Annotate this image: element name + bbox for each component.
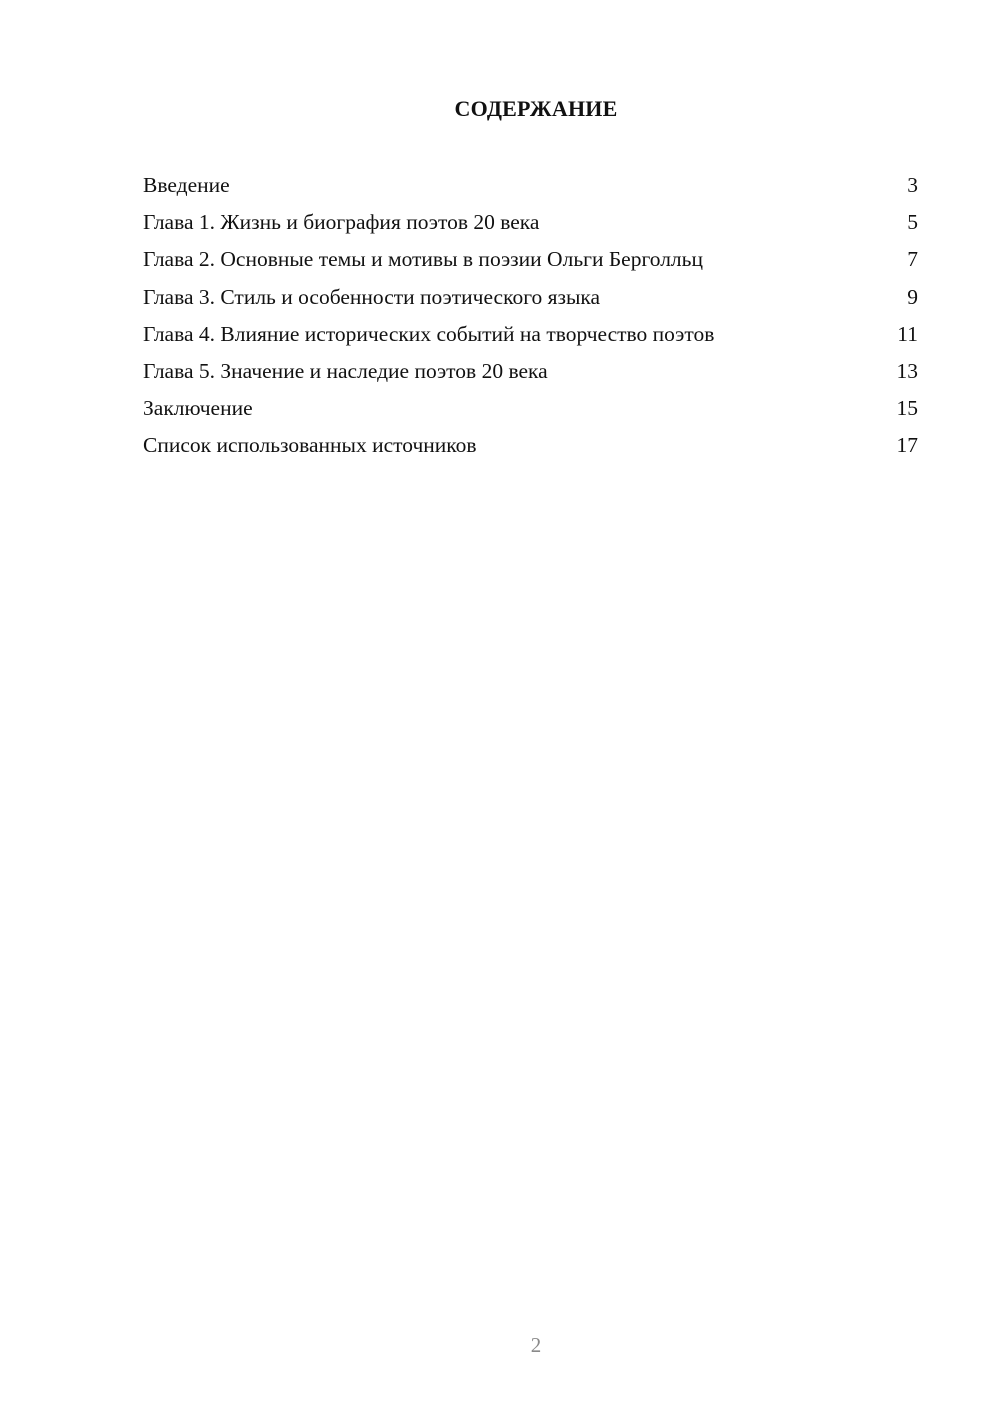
toc-entry-page: 5: [907, 210, 918, 235]
toc-entry-page: 9: [907, 284, 918, 309]
toc-entry-label: Глава 3. Стиль и особенности поэтического языка: [143, 284, 601, 309]
table-of-contents: [143, 170, 918, 468]
toc-entry-label: Список использованных источников: [143, 433, 477, 458]
toc-entry-page: 7: [907, 247, 918, 272]
toc-entry: [143, 207, 918, 244]
page-title: СОДЕРЖАНИЕ: [454, 96, 618, 121]
toc-entry-label: Глава 2. Основные темы и мотивы в поэзии Ольги Берголльц: [143, 247, 703, 272]
toc-entry: [143, 282, 918, 319]
toc-entry-label: Глава 1. Жизнь и биография поэтов 20 века: [143, 210, 540, 235]
toc-entry: [143, 430, 918, 467]
toc-entry-label: Глава 5. Значение и наследие поэтов 20 века: [143, 358, 548, 383]
toc-entry: [143, 170, 918, 207]
toc-entry-label: Введение: [143, 173, 230, 197]
toc-entry-page: 3: [907, 173, 918, 197]
toc-entry: [143, 356, 918, 393]
toc-entry-page: 11: [897, 321, 918, 346]
toc-entry-page: 17: [896, 433, 918, 458]
toc-entry-page: 13: [896, 358, 918, 383]
toc-entry: [143, 319, 918, 356]
toc-entry: [143, 244, 918, 281]
toc-entry-page: 15: [896, 396, 918, 421]
page-number: 2: [530, 1333, 542, 1357]
toc-entry: [143, 393, 918, 430]
toc-entry-label: Глава 4. Влияние исторических событий на творчество поэтов: [143, 321, 715, 346]
toc-entry-label: Заключение: [143, 396, 253, 421]
